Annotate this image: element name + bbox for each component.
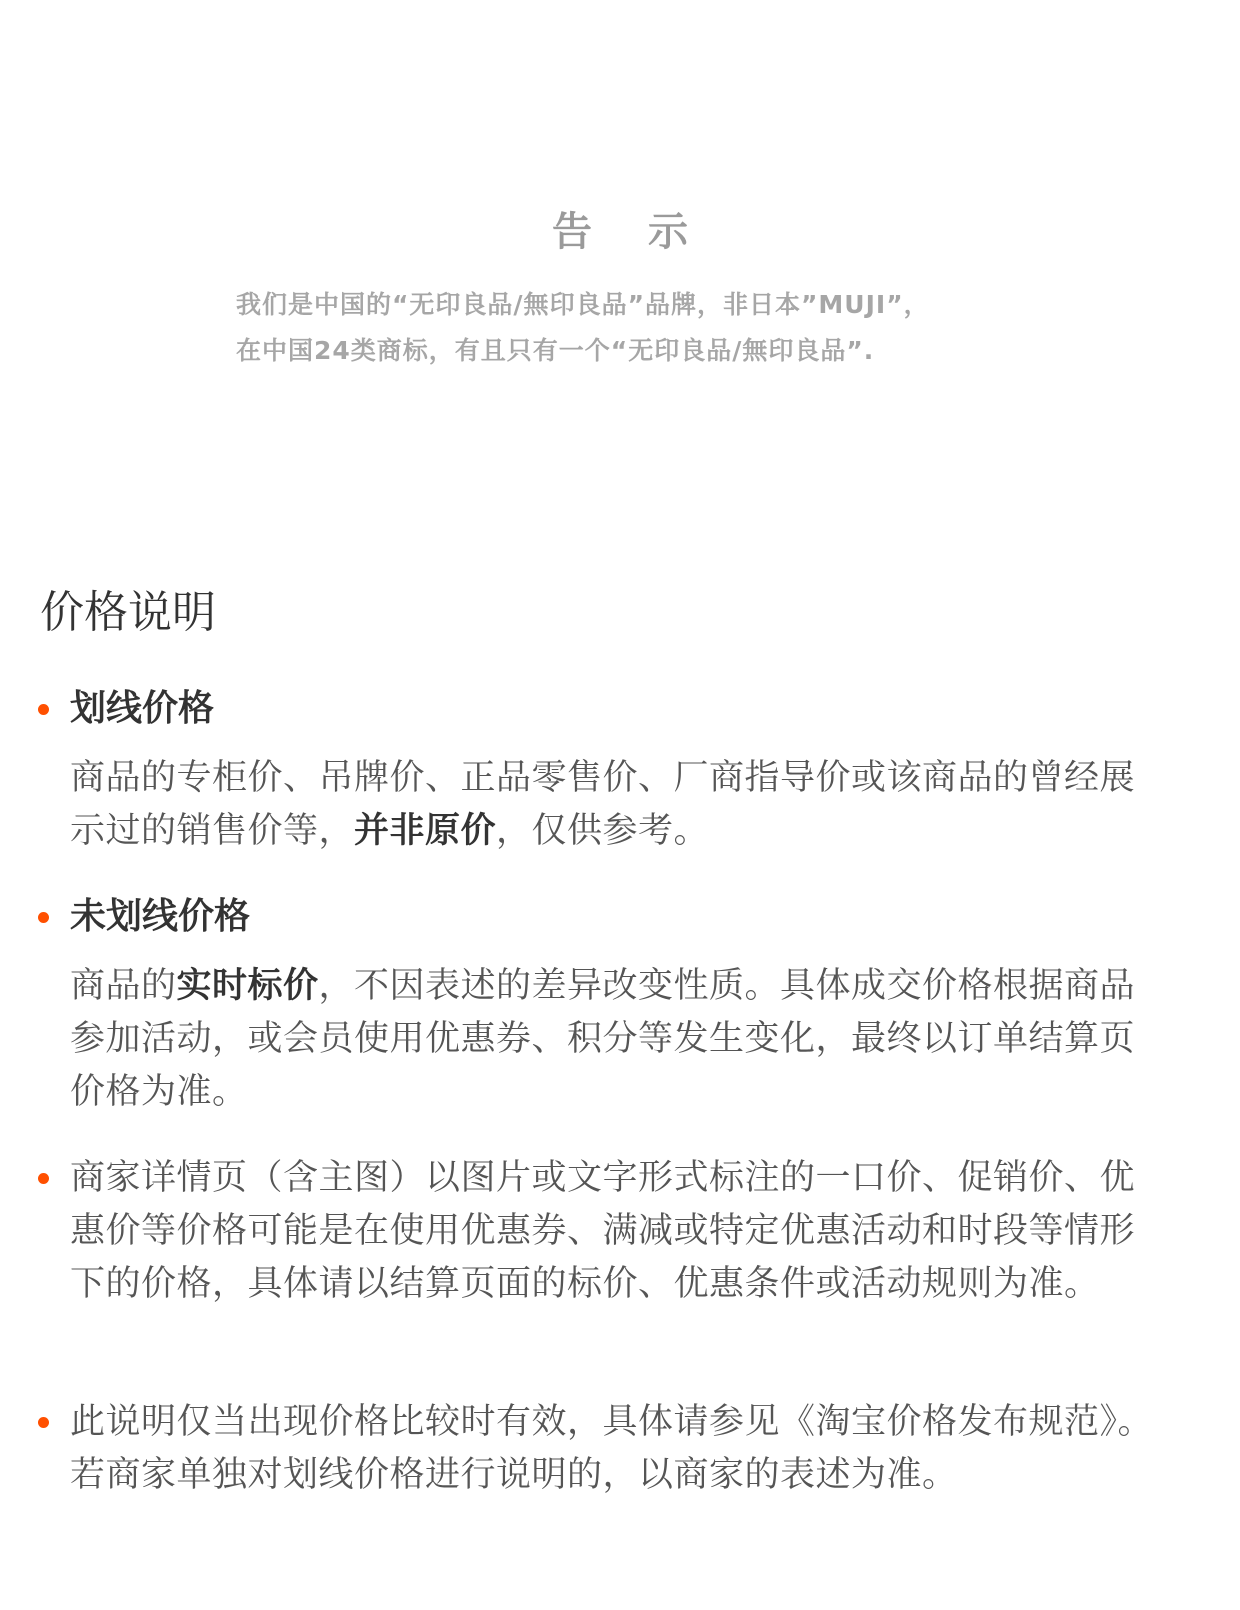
item-text-bold: 实时标价 (176, 966, 319, 1006)
bullet-dot-icon (38, 1417, 49, 1428)
bullet-dot-icon (38, 1173, 49, 1184)
item-text-part: 商品的专柜价、吊牌价、正品零售价、厂商指导价或该商品的曾经展示过的销售价等， (70, 758, 1136, 851)
item-text (70, 960, 1160, 1119)
item-text: 此说明仅当出现价格比较时有效，具体请参见《淘宝价格发布规范》。若商家单独对划线价格进行说明的，以商家的表述为准。 (70, 1402, 1154, 1495)
item-heading: 划线价格 (70, 688, 215, 729)
notice-section (0, 0, 1240, 560)
item-text (70, 752, 1160, 858)
notice-body: 我们是中国的“无印良品/無印良品”品牌，非日本”MUJI”，在中国24类商标，有且只有一个“无印良品/無印良品”. (236, 290, 930, 365)
bullet-dot-icon (38, 912, 49, 923)
item-text-part: ，不因表述的差异改变性质。具体成交价格根据商品参加活动，或会员使用优惠券、积分等发生变化，最终以订单结算页价格为准。 (70, 966, 1136, 1112)
item-heading: 未划线价格 (70, 896, 251, 937)
item-text-part: 商品的 (70, 966, 177, 1006)
item-text-bold: 并非原价 (354, 811, 497, 851)
item-text: 商家详情页（含主图）以图片或文字形式标注的一口价、促销价、优惠价等价格可能是在使用优惠券、满减或特定优惠活动和时段等情形下的价格，具体请以结算页面的标价、优惠条件或活动规则为准。 (70, 1158, 1136, 1304)
notice-title: 告示 (552, 209, 744, 255)
price-explanation-title: 价格说明 (40, 587, 216, 638)
bullet-dot-icon (38, 704, 49, 715)
item-text-part: ，仅供参考。 (496, 811, 710, 851)
